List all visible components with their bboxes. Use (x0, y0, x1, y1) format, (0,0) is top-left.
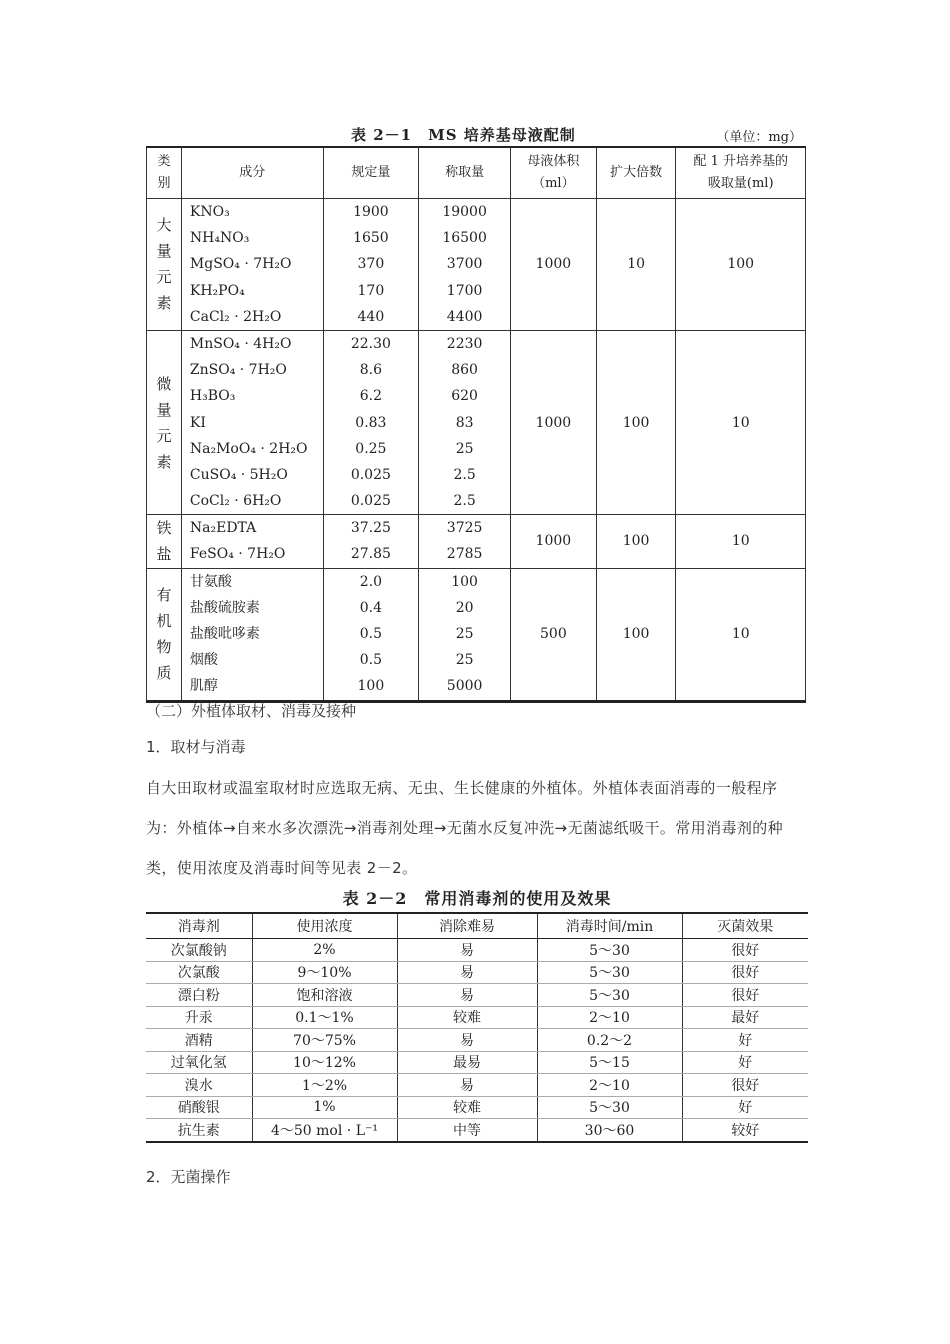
component-cell: 肌醇 (189, 678, 218, 695)
component-cell: ZnSO₄ · 7H₂O (189, 362, 287, 379)
component-cell: NH₄NO₃ (189, 230, 250, 247)
group-weighed-list (419, 515, 511, 568)
table2-cell: 70～75% (252, 1029, 397, 1052)
table2-cell: 好 (682, 1029, 808, 1052)
group-component-list (181, 568, 323, 701)
specified-cell: 100 (357, 678, 385, 695)
group-weighed-list (419, 199, 511, 331)
component-cell: 盐酸吡哆素 (189, 626, 260, 642)
group-category-label: 有机物质 (156, 586, 172, 683)
table2-header-cell: 消除难易 (397, 913, 537, 939)
component-cell: MnSO₄ · 4H₂O (189, 335, 292, 352)
table2-cell: 1% (252, 1096, 397, 1119)
weighed-cell: 16500 (442, 230, 487, 247)
table-row (146, 961, 808, 984)
disinfectant-table (146, 912, 808, 1143)
table2-cell: 较好 (682, 1119, 808, 1142)
group-category-label: 铁盐 (156, 519, 172, 564)
table2-title: 表 2－2 常用消毒剂的使用及效果 (342, 889, 612, 908)
table-row (146, 984, 808, 1007)
table1-group-row (147, 199, 806, 331)
table-row (146, 1029, 808, 1052)
component-cell: CaCl₂ · 2H₂O (189, 308, 282, 325)
table2-header-cell: 灭菌效果 (682, 913, 808, 939)
specified-cell: 27.85 (350, 546, 391, 563)
weighed-cell: 83 (455, 414, 474, 431)
table2-cell: 较难 (397, 1096, 537, 1119)
weighed-cell: 25 (455, 626, 474, 642)
per-liter-cell: 10 (676, 330, 806, 514)
specified-cell: 37.25 (350, 520, 391, 537)
group-category (147, 330, 182, 514)
component-cell: KNO₃ (189, 204, 230, 220)
specified-cell: 1650 (353, 230, 389, 247)
table2-cell: 4～50 mol · L⁻¹ (252, 1119, 397, 1142)
header-factor: 扩大倍数 (596, 147, 676, 199)
table2-cell: 中等 (397, 1119, 537, 1142)
table2-cell: 硝酸银 (146, 1096, 252, 1119)
header-stock-volume: 母液体积 （ml） (510, 147, 596, 199)
table2-cell: 很好 (682, 984, 808, 1007)
specified-cell: 170 (357, 282, 385, 299)
group-specified-list (323, 330, 419, 514)
group-weighed-list (419, 568, 511, 701)
table2-cell: 2～10 (537, 1006, 682, 1029)
weighed-cell: 3725 (446, 520, 483, 537)
component-cell: FeSO₄ · 7H₂O (189, 546, 286, 563)
component-cell: 甘氨酸 (189, 573, 232, 590)
per-liter-cell: 10 (676, 515, 806, 568)
table2-cell: 0.1～1% (252, 1006, 397, 1029)
weighed-cell: 19000 (442, 204, 487, 220)
header-category: 类别 (147, 147, 182, 199)
table2-header-cell: 使用浓度 (252, 913, 397, 939)
table2-cell: 较难 (397, 1006, 537, 1029)
specified-cell: 22.30 (350, 335, 391, 352)
specified-cell: 440 (357, 308, 385, 325)
specified-cell: 0.5 (359, 626, 383, 642)
component-cell: MgSO₄ · 7H₂O (189, 256, 292, 273)
table2-cell: 易 (397, 1029, 537, 1052)
table1-caption (146, 122, 806, 146)
table2-cell: 9～10% (252, 961, 397, 984)
table-row (146, 1119, 808, 1142)
table1-title: 表 2－1 MS 培养基母液配制 (351, 126, 576, 144)
table2-cell: 很好 (682, 961, 808, 984)
component-cell: 烟酸 (189, 652, 218, 669)
specified-cell: 0.25 (355, 440, 387, 457)
table2-cell: 很好 (682, 1074, 808, 1097)
table2-cell: 酒精 (146, 1029, 252, 1052)
table2-cell: 最易 (397, 1051, 537, 1074)
specified-cell: 6.2 (359, 388, 383, 405)
header-specified: 规定量 (323, 147, 419, 199)
table2-cell: 易 (397, 961, 537, 984)
specified-cell: 0.83 (355, 414, 387, 431)
stock-volume-cell: 1000 (510, 199, 596, 331)
body-paragraph: 自大田取材或温室取材时应选取无病、无虫、生长健康的外植体。外植体表面消毒的一般程序为：外植体→自来水多次漂洗→消毒剂处理→无菌水反复冲洗→无菌滤纸吸干。常用消毒剂的种类，使用浓度及消毒时间等见表 2－2。 (146, 779, 784, 877)
factor-cell: 100 (596, 568, 676, 701)
weighed-cell: 2785 (446, 546, 483, 563)
component-cell: H₃BO₃ (189, 388, 236, 405)
table2-header-cell: 消毒剂 (146, 913, 252, 939)
table2-cell: 次氯酸钠 (146, 939, 252, 962)
table2-header-row (146, 913, 808, 939)
group-category-label: 微量元素 (156, 374, 172, 471)
table2-body (146, 913, 808, 1142)
section-heading: （二）外植体取材、消毒及接种 (146, 702, 357, 720)
table1-group-row (147, 330, 806, 514)
table2-cell: 好 (682, 1051, 808, 1074)
group-category (147, 199, 182, 331)
weighed-cell: 2.5 (453, 466, 476, 483)
group-weighed-list (419, 330, 511, 514)
specified-cell: 1900 (353, 204, 389, 220)
stock-volume-cell: 1000 (510, 330, 596, 514)
table2-cell: 升汞 (146, 1006, 252, 1029)
factor-cell: 100 (596, 330, 676, 514)
table2-cell: 5～30 (537, 1096, 682, 1119)
weighed-cell: 25 (455, 440, 474, 457)
table2-cell: 易 (397, 984, 537, 1007)
table2-cell: 最好 (682, 1006, 808, 1029)
table2-cell: 2～10 (537, 1074, 682, 1097)
group-specified-list (323, 515, 419, 568)
weighed-cell: 2.5 (453, 493, 476, 510)
table2-cell: 5～30 (537, 961, 682, 984)
header-weighed: 称取量 (419, 147, 511, 199)
weighed-cell: 620 (451, 388, 478, 405)
table1-group-row (147, 568, 806, 701)
component-cell: Na₂EDTA (189, 520, 257, 537)
subheading-sampling: 1．取材与消毒 (146, 738, 246, 756)
table2-cell: 漂白粉 (146, 984, 252, 1007)
component-cell: CoCl₂ · 6H₂O (189, 493, 282, 510)
subheading-aseptic: 2．无菌操作 (146, 1168, 231, 1186)
ms-medium-table (146, 146, 806, 703)
group-component-list (181, 330, 323, 514)
header-component: 成分 (181, 147, 323, 199)
table-row (146, 1051, 808, 1074)
table2-cell: 饱和溶液 (252, 984, 397, 1007)
group-component-list (181, 515, 323, 568)
table2-cell: 易 (397, 939, 537, 962)
factor-cell: 10 (596, 199, 676, 331)
table-row (146, 939, 808, 962)
component-cell: CuSO₄ · 5H₂O (189, 466, 288, 483)
table-row (146, 1096, 808, 1119)
specified-cell: 370 (357, 256, 385, 273)
table2-cell: 10～12% (252, 1051, 397, 1074)
table1-body (147, 199, 806, 702)
table2-cell: 0.2～2 (537, 1029, 682, 1052)
table2-cell: 5～30 (537, 939, 682, 962)
table1-group-row (147, 515, 806, 568)
stock-volume-cell: 500 (510, 568, 596, 701)
table2-cell: 5～30 (537, 984, 682, 1007)
weighed-cell: 3700 (446, 256, 483, 273)
group-specified-list (323, 199, 419, 331)
group-category-label: 大量元素 (156, 216, 172, 313)
group-specified-list (323, 568, 419, 701)
group-category (147, 515, 182, 568)
specified-cell: 0.025 (350, 493, 391, 510)
group-category (147, 568, 182, 701)
table2-cell: 次氯酸 (146, 961, 252, 984)
weighed-cell: 860 (451, 362, 478, 379)
table-row (146, 1006, 808, 1029)
table2-cell: 2% (252, 939, 397, 962)
component-cell: 盐酸硫胺素 (189, 599, 260, 616)
specified-cell: 0.4 (359, 599, 383, 616)
table2-cell: 易 (397, 1074, 537, 1097)
weighed-cell: 2230 (446, 335, 483, 352)
specified-cell: 2.0 (359, 573, 383, 590)
header-per-liter: 配 1 升培养基的 吸取量(ml) (676, 147, 806, 199)
weighed-cell: 4400 (446, 308, 483, 325)
table2-cell: 抗生素 (146, 1119, 252, 1142)
component-cell: KI (189, 414, 206, 431)
weighed-cell: 25 (455, 652, 474, 669)
stock-volume-cell: 1000 (510, 515, 596, 568)
specified-cell: 0.5 (359, 652, 383, 669)
table-row (146, 1074, 808, 1097)
table2-cell: 很好 (682, 939, 808, 962)
component-cell: Na₂MoO₄ · 2H₂O (189, 440, 308, 457)
table2-cell: 1～2% (252, 1074, 397, 1097)
group-component-list (181, 199, 323, 331)
weighed-cell: 100 (451, 573, 478, 590)
table2-cell: 5～15 (537, 1051, 682, 1074)
table1-unit: （单位：mg） (716, 130, 802, 145)
table2-cell: 30～60 (537, 1119, 682, 1142)
table2-cell: 溴水 (146, 1074, 252, 1097)
table2-cell: 好 (682, 1096, 808, 1119)
factor-cell: 100 (596, 515, 676, 568)
per-liter-cell: 100 (676, 199, 806, 331)
table1-header-row (147, 147, 806, 199)
table2-header-cell: 消毒时间/min (537, 913, 682, 939)
weighed-cell: 20 (455, 599, 474, 616)
table2-cell: 过氧化氢 (146, 1051, 252, 1074)
specified-cell: 8.6 (359, 362, 383, 379)
per-liter-cell: 10 (676, 568, 806, 701)
component-cell: KH₂PO₄ (189, 282, 245, 299)
specified-cell: 0.025 (350, 466, 391, 483)
weighed-cell: 1700 (446, 282, 483, 299)
weighed-cell: 5000 (446, 678, 483, 695)
